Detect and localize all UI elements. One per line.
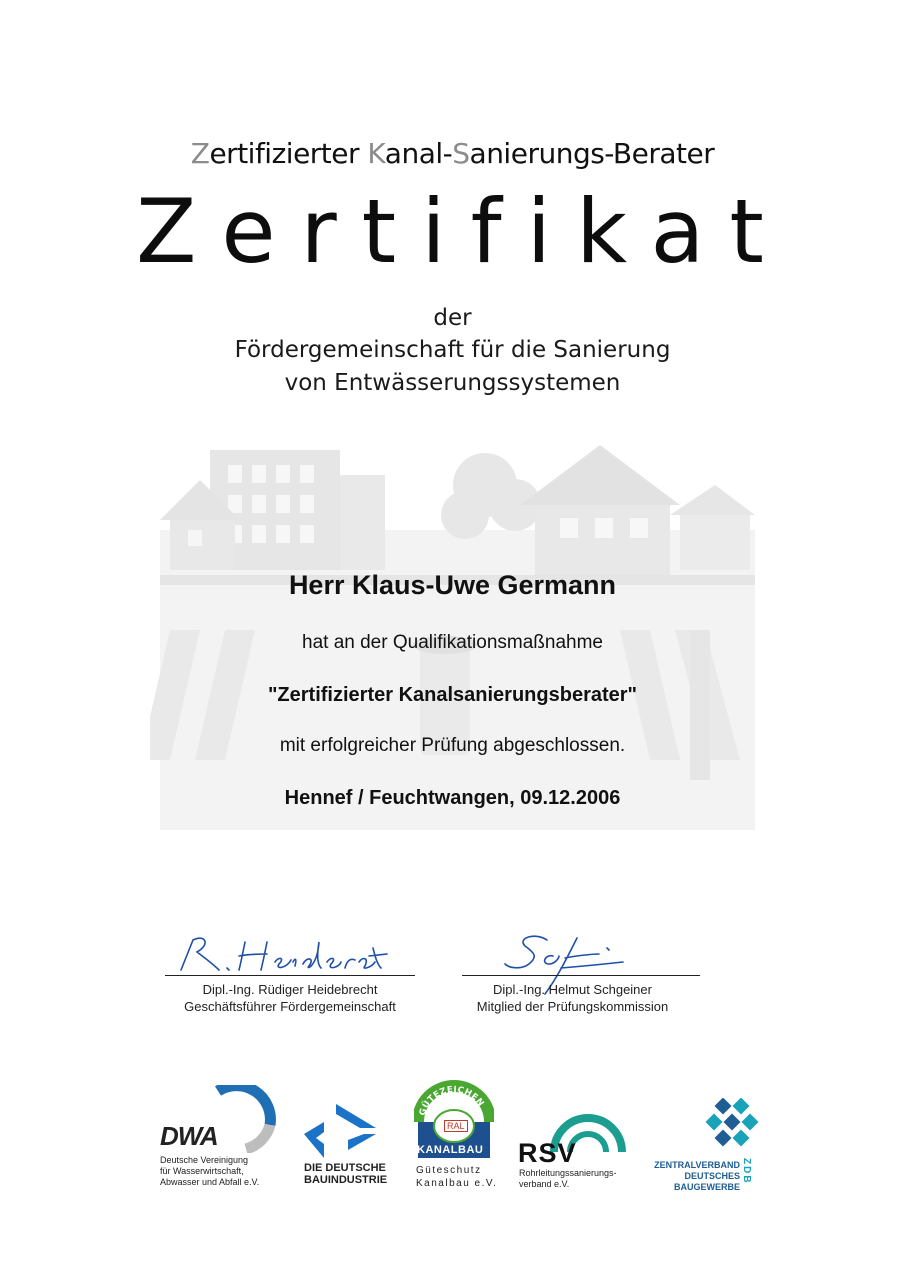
zdb-caption	[645, 1160, 740, 1193]
rsv-mark: RSV	[518, 1138, 577, 1168]
dwa-logo	[158, 1085, 278, 1195]
kanalbau-logo	[410, 1080, 505, 1195]
dwa-mark: DWA	[160, 1121, 218, 1151]
certificate-subtitle	[0, 137, 905, 170]
certificate-title: Zertifikat	[136, 180, 789, 283]
bauindustrie-caption-line-2: BAUINDUSTRIE	[304, 1174, 388, 1186]
zdb-caption-line-1: ZENTRALVERBAND	[654, 1160, 740, 1170]
recipient-name: Herr Klaus-Uwe Germann	[288, 570, 617, 600]
zdb-side-mark: ZDB	[741, 1158, 752, 1185]
place-and-date: Hennef / Feuchtwangen, 09.12.2006	[284, 787, 621, 809]
issuer-line-2: Fördergemeinschaft für die Sanierung	[234, 337, 671, 363]
subtitle-initial-letter: S	[452, 137, 470, 170]
kanalbau-arc-label: GÜTEZEICHEN	[417, 1084, 486, 1117]
signer-left-role: Geschäftsführer Fördergemeinschaft	[184, 999, 396, 1014]
course-name: "Zertifizierter Kanalsanierungsberater"	[267, 684, 638, 706]
bauindustrie-emblem-icon	[304, 1104, 376, 1158]
kanalbau-caption-line-2: Kanalbau e.V.	[416, 1178, 498, 1189]
zdb-cubes-icon	[703, 1098, 767, 1158]
bauindustrie-caption-line-1: DIE DEUTSCHE	[304, 1162, 386, 1174]
kanalbau-caption-line-1: Güteschutz	[416, 1165, 482, 1176]
signer-right-name: Dipl.-Ing. Helmut Schgeiner	[493, 982, 652, 997]
kanalbau-mark: KANALBAU	[417, 1144, 484, 1156]
bauindustrie-logo	[300, 1100, 390, 1195]
subtitle-text-part: anierungs-Berater	[469, 137, 715, 170]
dwa-caption-line-1: Deutsche Vereinigung	[160, 1155, 249, 1165]
background-houses-illustration	[150, 430, 755, 830]
rsv-caption-line-2: verband e.V.	[519, 1179, 570, 1189]
dwa-caption-line-3: Abwasser und Abfall e.V.	[160, 1177, 260, 1187]
rsv-caption	[519, 1168, 617, 1190]
svg-text:GÜTEZEICHEN	[418, 1085, 486, 1117]
signature-line-right	[462, 975, 700, 976]
rsv-caption-line-1: Rohrleitungssanierungs-	[519, 1168, 617, 1178]
kanalbau-caption	[416, 1164, 497, 1190]
subtitle-text-part: ertifizierter	[209, 137, 368, 170]
subtitle-initial-letter: K	[367, 137, 385, 170]
subtitle-initial-letter: Z	[190, 137, 210, 170]
rsv-logo	[518, 1108, 628, 1193]
issuer-line-3: von Entwässerungssystemen	[284, 370, 621, 396]
zdb-logo	[645, 1098, 775, 1198]
signature-line-left	[165, 975, 415, 976]
qualification-intro: hat an der Qualifikationsmaßnahme	[302, 632, 603, 653]
dwa-caption	[160, 1155, 259, 1188]
kanalbau-ral: RAL	[444, 1120, 468, 1132]
signer-left-name: Dipl.-Ing. Rüdiger Heidebrecht	[202, 982, 378, 997]
zdb-caption-line-2: DEUTSCHES	[684, 1171, 740, 1181]
subtitle-text-part: anal-	[384, 137, 453, 170]
dwa-caption-line-2: für Wasserwirtschaft,	[160, 1166, 244, 1176]
zdb-caption-line-3: BAUGEWERBE	[673, 1182, 740, 1192]
completion-text: mit erfolgreicher Prüfung abgeschlossen.	[279, 735, 626, 756]
bauindustrie-caption	[304, 1162, 387, 1186]
issuer-line-1: der	[433, 305, 472, 331]
signer-right-role: Mitglied der Prüfungskommission	[476, 999, 669, 1014]
signature-left	[175, 932, 390, 976]
